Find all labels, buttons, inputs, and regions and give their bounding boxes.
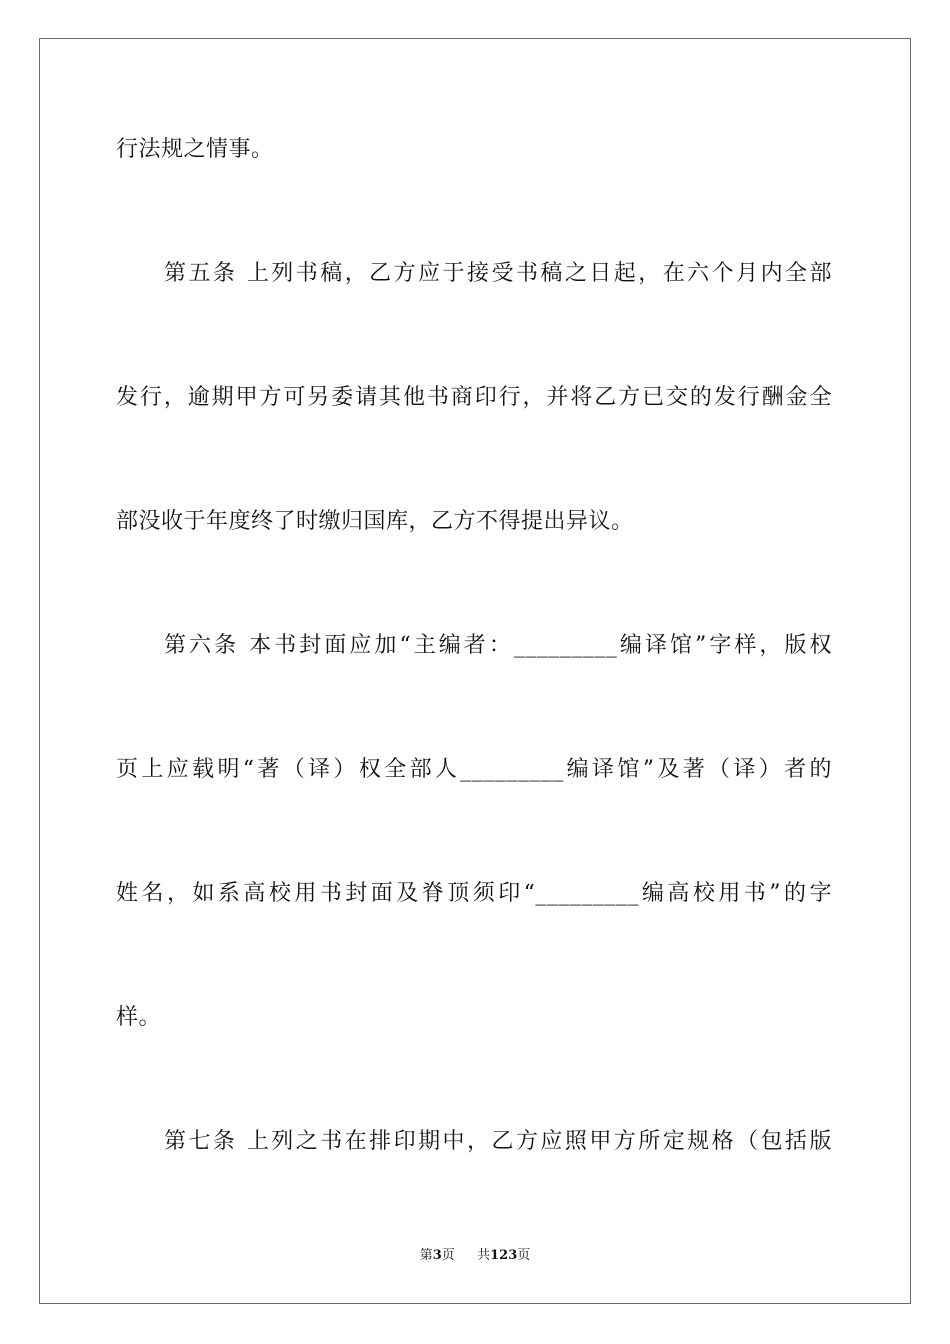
total-suffix: 页 bbox=[517, 1248, 531, 1263]
text-line-2: 第五条 上列书稿，乙方应于接受书稿之日起，在六个月内全部 bbox=[164, 261, 832, 286]
text-line-3: 发行，逾期甲方可另委请其他书商印行，并将乙方已交的发行酬金全 bbox=[116, 385, 832, 410]
page-prefix: 第 bbox=[419, 1248, 433, 1263]
text-line-1: 行法规之情事。 bbox=[116, 137, 274, 162]
text-line-7: 姓名，如系高校用书封面及脊顶须印“_________编高校用书”的字 bbox=[116, 881, 832, 906]
text-line-4: 部没收于年度终了时缴归国库，乙方不得提出异议。 bbox=[116, 509, 634, 534]
text-line-5: 第六条 本书封面应加“主编者：_________编译馆”字样，版权 bbox=[164, 633, 832, 658]
text-line-8: 样。 bbox=[116, 1005, 162, 1030]
text-line-9: 第七条 上列之书在排印期中，乙方应照甲方所定规格（包括版 bbox=[164, 1129, 832, 1154]
page-number: 3 bbox=[432, 1248, 442, 1263]
page-footer bbox=[0, 1246, 950, 1266]
total-pages: 123 bbox=[490, 1248, 518, 1263]
total-prefix: 共 bbox=[477, 1248, 491, 1263]
page-suffix: 页 bbox=[441, 1248, 455, 1263]
text-line-6: 页上应载明“著（译）权全部人_________编译馆”及著（译）者的 bbox=[116, 757, 832, 782]
page-border bbox=[39, 38, 911, 1304]
